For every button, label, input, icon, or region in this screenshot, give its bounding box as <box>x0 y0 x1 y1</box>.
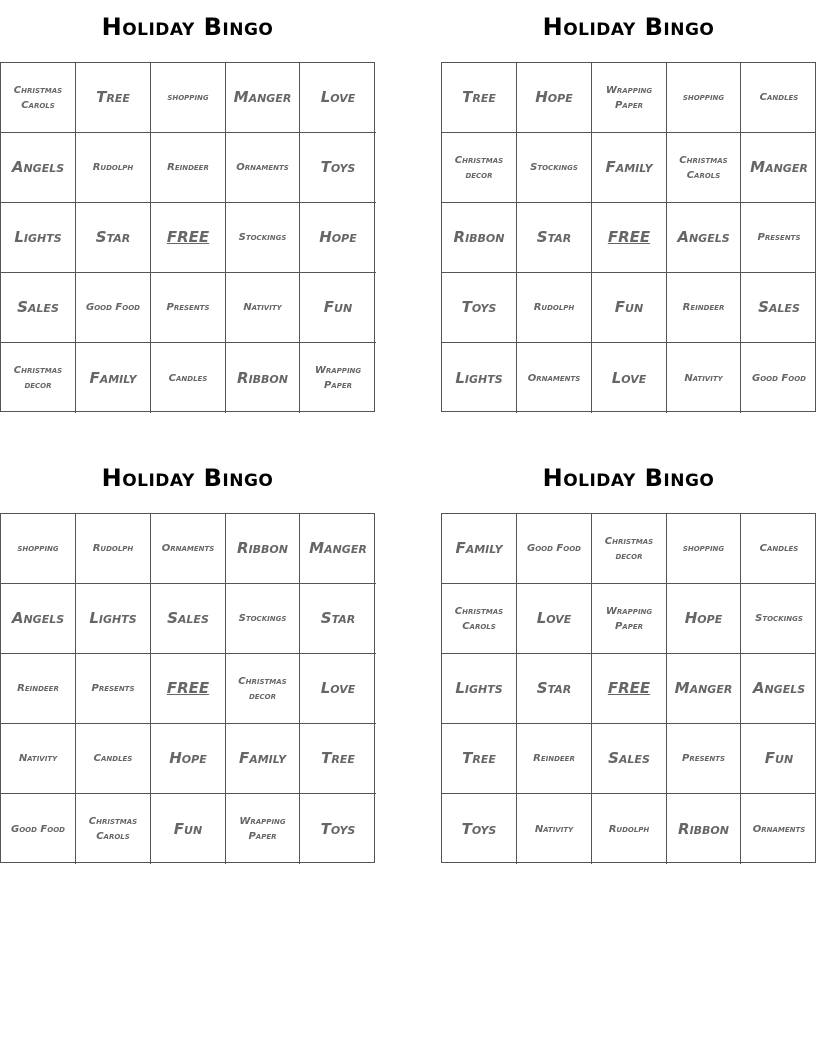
bingo-cell: Christmas Carols <box>1 63 76 133</box>
bingo-cell: Family <box>442 514 517 584</box>
card-title: Holiday Bingo <box>101 464 274 492</box>
free-space: FREE <box>592 203 667 273</box>
bingo-cell: Hope <box>151 724 226 794</box>
bingo-cell: Star <box>517 654 592 724</box>
bingo-cell: Presents <box>151 273 226 343</box>
free-space: FREE <box>592 654 667 724</box>
bingo-cell: Angels <box>1 133 76 203</box>
bingo-cell: Fun <box>300 273 376 343</box>
bingo-cell: Hope <box>517 63 592 133</box>
bingo-grid <box>0 62 375 412</box>
bingo-cell: Angels <box>1 584 76 654</box>
bingo-cell: Christmas decor <box>592 514 667 584</box>
bingo-cell: Manger <box>741 133 816 203</box>
bingo-cell: Fun <box>741 724 816 794</box>
bingo-grid <box>441 62 816 412</box>
bingo-cell: Christmas decor <box>1 343 76 413</box>
bingo-cell: Candles <box>76 724 151 794</box>
free-space: FREE <box>151 654 226 724</box>
bingo-cell: Toys <box>300 133 376 203</box>
bingo-cell: Hope <box>667 584 741 654</box>
bingo-cell: Ribbon <box>442 203 517 273</box>
bingo-cell: Wrapping Paper <box>592 584 667 654</box>
bingo-cell: Toys <box>442 794 517 864</box>
bingo-cell: Tree <box>442 63 517 133</box>
bingo-cell: Reindeer <box>151 133 226 203</box>
card-title: Holiday Bingo <box>101 13 274 41</box>
bingo-cell: Christmas decor <box>442 133 517 203</box>
bingo-cell: Fun <box>151 794 226 864</box>
bingo-cell: Ornaments <box>752 823 806 835</box>
bingo-cell: Lights <box>442 654 517 724</box>
card-title: Holiday Bingo <box>542 464 715 492</box>
bingo-cell: Christmas Carols <box>442 584 517 654</box>
bingo-cell: Christmas Carols <box>667 133 741 203</box>
bingo-cell: Ornaments <box>151 514 226 584</box>
bingo-cell: Ribbon <box>226 343 300 413</box>
bingo-cell: Lights <box>442 343 517 413</box>
bingo-cell: Presents <box>76 654 151 724</box>
bingo-cell: Rudolph <box>517 273 592 343</box>
bingo-cell: Ribbon <box>226 514 300 584</box>
bingo-cell: Hope <box>300 203 376 273</box>
bingo-cell: shopping <box>151 63 226 133</box>
bingo-cell: Wrapping Paper <box>592 63 667 133</box>
bingo-cell: Tree <box>300 724 376 794</box>
bingo-cell: Sales <box>592 724 667 794</box>
bingo-cell: Love <box>300 654 376 724</box>
bingo-cell: Reindeer <box>667 273 741 343</box>
bingo-cell: Rudolph <box>76 133 151 203</box>
bingo-cell: shopping <box>667 514 741 584</box>
free-space: FREE <box>151 203 226 273</box>
bingo-cell: shopping <box>1 514 76 584</box>
bingo-cell: Stockings <box>517 133 592 203</box>
bingo-cell: Family <box>592 133 667 203</box>
bingo-cell: Rudolph <box>76 514 151 584</box>
bingo-cell: Family <box>226 724 300 794</box>
bingo-cell: Lights <box>76 584 151 654</box>
bingo-cell: Ornaments <box>226 133 300 203</box>
bingo-cell: Manger <box>300 514 376 584</box>
bingo-cell: Sales <box>151 584 226 654</box>
bingo-cell: Stockings <box>741 584 816 654</box>
bingo-cell: shopping <box>667 63 741 133</box>
bingo-cell: Star <box>76 203 151 273</box>
bingo-cell: Fun <box>592 273 667 343</box>
bingo-cell: Manger <box>667 654 741 724</box>
bingo-cell: Sales <box>741 273 816 343</box>
bingo-cell: Presents <box>741 203 816 273</box>
card-title: Holiday Bingo <box>542 13 715 41</box>
bingo-cell: Nativity <box>1 724 76 794</box>
bingo-cell: Wrapping Paper <box>226 794 300 864</box>
bingo-cell: Angels <box>667 203 741 273</box>
bingo-cell: Sales <box>1 273 76 343</box>
bingo-cell: Ornaments <box>517 343 592 413</box>
bingo-cell: Toys <box>442 273 517 343</box>
bingo-cell: Star <box>517 203 592 273</box>
bingo-cell: Reindeer <box>1 654 76 724</box>
bingo-cell: Manger <box>226 63 300 133</box>
bingo-cell: Nativity <box>517 794 592 864</box>
bingo-cell: Toys <box>320 819 356 838</box>
bingo-cell: Stockings <box>226 203 300 273</box>
bingo-cell: Christmas Carols <box>76 794 151 864</box>
bingo-cell: Good Food <box>752 372 806 384</box>
bingo-cell: Presents <box>667 724 741 794</box>
bingo-cell: Star <box>300 584 376 654</box>
bingo-cell: Tree <box>76 63 151 133</box>
bingo-cell: Candles <box>741 63 816 133</box>
bingo-cell: Love <box>592 343 667 413</box>
bingo-grid <box>441 513 816 863</box>
bingo-cell: Angels <box>741 654 816 724</box>
bingo-cell: Reindeer <box>517 724 592 794</box>
bingo-cell: Love <box>300 63 376 133</box>
bingo-cell: Christmas decor <box>226 654 300 724</box>
bingo-grid <box>0 513 375 863</box>
bingo-cell: Nativity <box>226 273 300 343</box>
bingo-cell: Candles <box>741 514 816 584</box>
bingo-cell: Tree <box>442 724 517 794</box>
bingo-cell: Wrapping Paper <box>314 365 362 391</box>
bingo-cell: Love <box>517 584 592 654</box>
bingo-cell: Ribbon <box>667 794 741 864</box>
bingo-cell: Family <box>76 343 151 413</box>
bingo-cell: Stockings <box>226 584 300 654</box>
bingo-cell: Good Food <box>76 273 151 343</box>
bingo-cell: Nativity <box>667 343 741 413</box>
bingo-cell: Rudolph <box>592 794 667 864</box>
bingo-cell: Lights <box>1 203 76 273</box>
bingo-cell: Candles <box>151 343 226 413</box>
bingo-cell: Good Food <box>517 514 592 584</box>
bingo-cell: Good Food <box>1 794 76 864</box>
